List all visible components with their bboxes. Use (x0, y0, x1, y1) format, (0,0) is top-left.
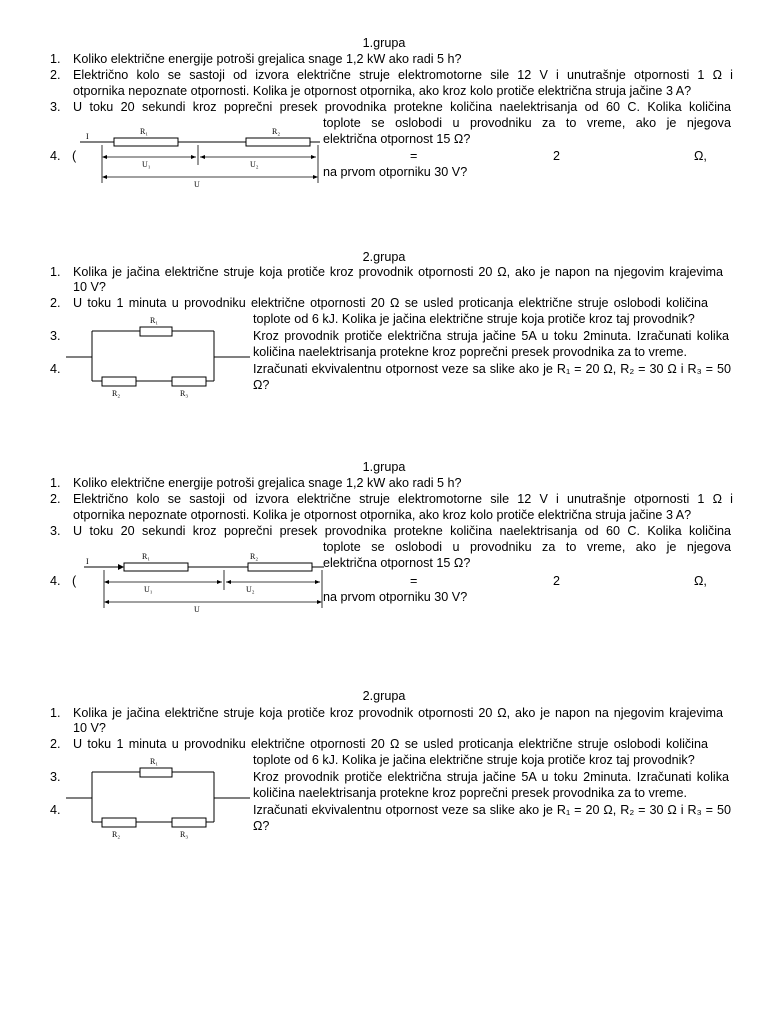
question-text: Ω? (253, 819, 270, 833)
question-text: U toku 1 minuta u provodniku električne otpornosti 20 Ω se usled proticanja električne struje oslobodi količina (73, 296, 708, 310)
figure-label-r2: R₂ (112, 830, 121, 839)
question-text: Kolika je jačina električne struje koja protiče kroz provodnik otpornosti 20 Ω, ako je napon na njegovim krajevima (73, 706, 723, 720)
question-number: 1. (50, 706, 61, 720)
question-text: Koliko električne energije potroši grejalica snage 1,2 kW ako radi 5 h? (73, 476, 462, 490)
question-text: na prvom otporniku 30 V? (323, 165, 468, 179)
figure-label-r3: R₃ (180, 389, 189, 398)
figure-label-u: U (194, 180, 200, 189)
question-text: toplote se oslobodi u provodniku za to vreme, ako je njegova (323, 540, 731, 554)
question-text-fragment: Ω, (694, 574, 707, 588)
question-number: 1. (50, 476, 61, 490)
question-text: 10 V? (73, 721, 106, 735)
figure-label-r3: R₃ (180, 830, 189, 839)
question-number: 3. (50, 329, 61, 343)
group-title: 1.grupa (362, 460, 406, 474)
question-text-fragment: Ω, (694, 149, 707, 163)
question-number: 3. (50, 770, 61, 784)
question-number: 1. (50, 265, 61, 279)
question-text-fragment: ( (72, 574, 77, 588)
group-title: 2.grupa (362, 689, 406, 703)
question-text: Kolika je jačina električne struje koja protiče kroz provodnik otpornosti 20 Ω, ako je napon na njegovim krajevima (73, 265, 723, 279)
question-number: 2. (50, 296, 61, 310)
question-text: električna otpornost 15 Ω? (323, 556, 471, 570)
question-text: toplote od 6 kJ. Kolika je jačina električne struje koja protiče kroz taj provodnik? (253, 312, 695, 326)
figure-label-r2: R₂ (112, 389, 121, 398)
question-text-fragment: ( (72, 149, 77, 163)
question-text: Električno kolo se sastoji od izvora električne struje elektromotorne sile 12 V i unutrašnje otpornosti 1 Ω i (73, 492, 733, 506)
group-title: 1.grupa (362, 36, 406, 50)
series-circuit-figure (84, 550, 324, 612)
question-number: 1. (50, 52, 61, 66)
question-text: Izračunati ekvivalentnu otpornost veze sa slike ako je R₁ = 20 Ω, R₂ = 30 Ω i R₃ = 50 (253, 362, 731, 376)
question-text: Kroz provodnik protiče električna struja jačine 5A u toku 2minuta. Izračunati kolika (253, 329, 729, 343)
question-number: 4. (50, 149, 61, 163)
question-text: Koliko električne energije potroši grejalica snage 1,2 kW ako radi 5 h? (73, 52, 462, 66)
question-text-fragment: = (410, 149, 418, 163)
figure-label-r1: R₁ (142, 552, 151, 561)
figure-label-current: I (86, 132, 89, 141)
question-number: 4. (50, 362, 61, 376)
question-number: 3. (50, 524, 61, 538)
question-text: U toku 20 sekundi kroz poprečni presek provodnika protekne količina naelektrisanja od 60 C. Kolika količina (73, 524, 731, 538)
question-number: 2. (50, 737, 61, 751)
question-number: 2. (50, 68, 61, 82)
figure-label-r2: R₂ (250, 552, 259, 561)
question-text: toplote se oslobodi u provodniku za to vreme, ako je njegova (323, 116, 731, 130)
question-text: električna otpornost 15 Ω? (323, 132, 471, 146)
question-number: 4. (50, 574, 61, 588)
question-text-fragment: 2 (553, 574, 561, 588)
question-number: 4. (50, 803, 61, 817)
question-text: otpornika nepoznate otpornosti. Kolika je otpornost otpornika, ako kroz kolo protiče električna struja jačine 3 A? (73, 508, 692, 522)
question-text: količina naelektrisanja protekne kroz poprečni presek provodnika za to vreme. (253, 345, 688, 359)
question-text: Ω? (253, 378, 270, 392)
question-text: Električno kolo se sastoji od izvora električne struje elektromotorne sile 12 V i unutrašnje otpornosti 1 Ω i (73, 68, 733, 82)
figure-label-u2: U₂ (250, 160, 259, 169)
question-text: Izračunati ekvivalentnu otpornost veze sa slike ako je R₁ = 20 Ω, R₂ = 30 Ω i R₃ = 50 (253, 803, 731, 817)
group-title: 2.grupa (362, 250, 406, 264)
figure-label-u1: U₁ (144, 585, 153, 594)
question-text-fragment: 2 (553, 149, 561, 163)
series-circuit-figure (80, 125, 320, 187)
figure-label-current: I (86, 557, 89, 566)
question-number: 2. (50, 492, 61, 506)
question-text: 10 V? (73, 280, 106, 294)
question-text: U toku 1 minuta u provodniku električne otpornosti 20 Ω se usled proticanja električne struje oslobodi količina (73, 737, 708, 751)
figure-label-r1: R₁ (140, 127, 149, 136)
question-number: 3. (50, 100, 61, 114)
question-text: na prvom otporniku 30 V? (323, 590, 468, 604)
figure-label-u1: U₁ (142, 160, 151, 169)
figure-label-r1: R₁ (150, 757, 159, 766)
question-text: U toku 20 sekundi kroz poprečni presek provodnika protekne količina naelektrisanja od 60 C. Kolika količina (73, 100, 731, 114)
figure-label-r1: R₁ (150, 316, 159, 325)
figure-label-u: U (194, 605, 200, 614)
question-text: Kroz provodnik protiče električna struja jačine 5A u toku 2minuta. Izračunati kolika (253, 770, 729, 784)
mixed-circuit-figure (66, 313, 250, 397)
question-text: toplote od 6 kJ. Kolika je jačina električne struje koja protiče kroz taj provodnik? (253, 753, 695, 767)
mixed-circuit-figure (66, 754, 250, 838)
figure-label-u2: U₂ (246, 585, 255, 594)
figure-label-r2: R₂ (272, 127, 281, 136)
question-text-fragment: = (410, 574, 418, 588)
question-text: otpornika nepoznate otpornosti. Kolika je otpornost otpornika, ako kroz kolo protiče električna struja jačine 3 A? (73, 84, 692, 98)
question-text: količina naelektrisanja protekne kroz poprečni presek provodnika za to vreme. (253, 786, 688, 800)
